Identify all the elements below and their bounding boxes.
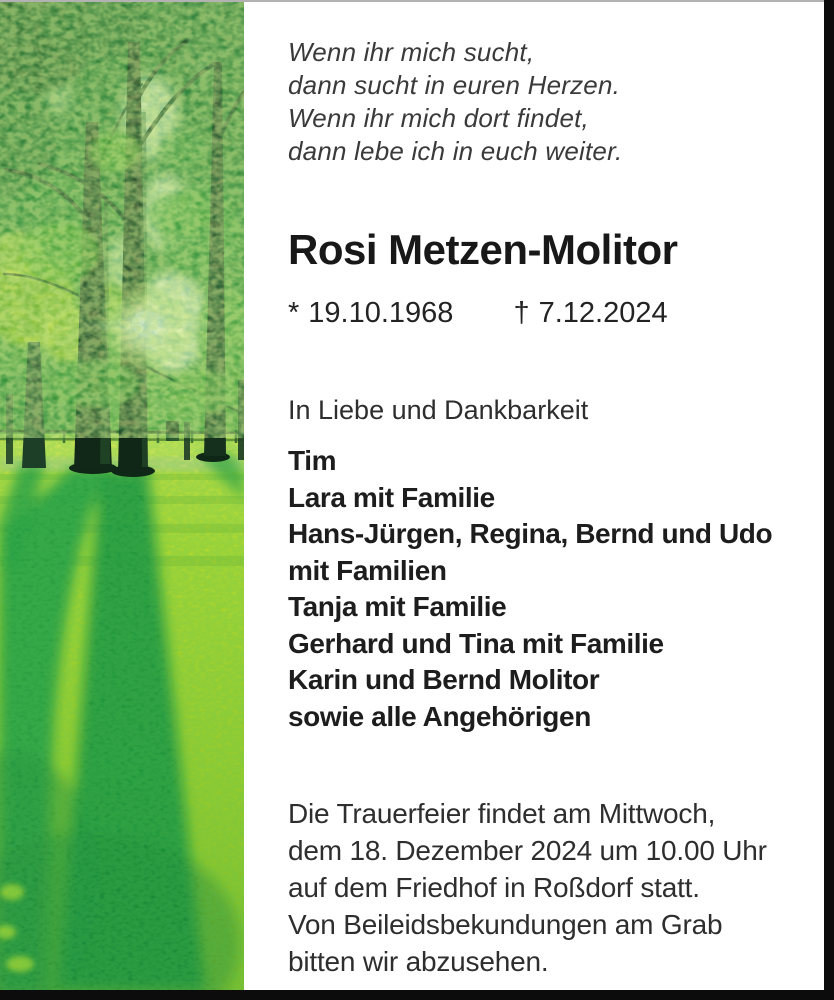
- mourner-line: Gerhard und Tina mit Familie: [288, 627, 664, 659]
- birth-date: [288, 295, 453, 331]
- funeral-info-line: Die Trauerfeier findet am Mittwoch,: [288, 798, 716, 829]
- right-divider: [824, 0, 834, 1000]
- death-date-value: 7.12.2024: [538, 297, 668, 329]
- mourners-list: [288, 443, 772, 735]
- birth-date-value: 19.10.1968: [308, 297, 454, 329]
- funeral-info-line: dem 18. Dezember 2024 um 10.00 Uhr: [288, 835, 767, 866]
- poem-line: Wenn ihr mich sucht,: [288, 37, 535, 67]
- mourner-line: Lara mit Familie: [288, 481, 495, 513]
- birth-star-symbol: *: [288, 297, 300, 329]
- condolence-intro: In Liebe und Dankbarkeit: [288, 395, 589, 425]
- mourner-line: Tanja mit Familie: [288, 591, 507, 622]
- death-cross-symbol: †: [513, 297, 530, 329]
- mourner-line: Karin und Bernd Molitor: [288, 664, 600, 695]
- poem-line: Wenn ihr mich dort findet,: [288, 103, 589, 133]
- poem-line: dann sucht in euren Herzen.: [288, 70, 621, 100]
- funeral-info-line: auf dem Friedhof in Roßdorf statt.: [288, 872, 700, 903]
- mourner-line: sowie alle Angehörigen: [288, 700, 591, 732]
- park-trees-sunlight-illustration: [0, 2, 244, 990]
- mourner-line: mit Familien: [288, 554, 447, 586]
- bottom-divider: [0, 990, 834, 1000]
- life-dates: [288, 295, 668, 331]
- memorial-photo: [0, 2, 244, 990]
- death-date: [513, 295, 667, 331]
- obituary-content: [288, 0, 824, 990]
- funeral-info-line: Von Beileidsbekundungen am Grab: [288, 909, 723, 940]
- funeral-info: [288, 795, 767, 980]
- poem-line: dann lebe ich in euch weiter.: [288, 136, 623, 166]
- mourner-line: Tim: [288, 445, 337, 476]
- deceased-name: Rosi Metzen-Molitor: [288, 226, 678, 273]
- funeral-info-line: bitten wir abzusehen.: [288, 946, 549, 977]
- mourner-line: Hans-Jürgen, Regina, Bernd und Udo: [288, 518, 773, 549]
- memorial-poem: [288, 36, 622, 168]
